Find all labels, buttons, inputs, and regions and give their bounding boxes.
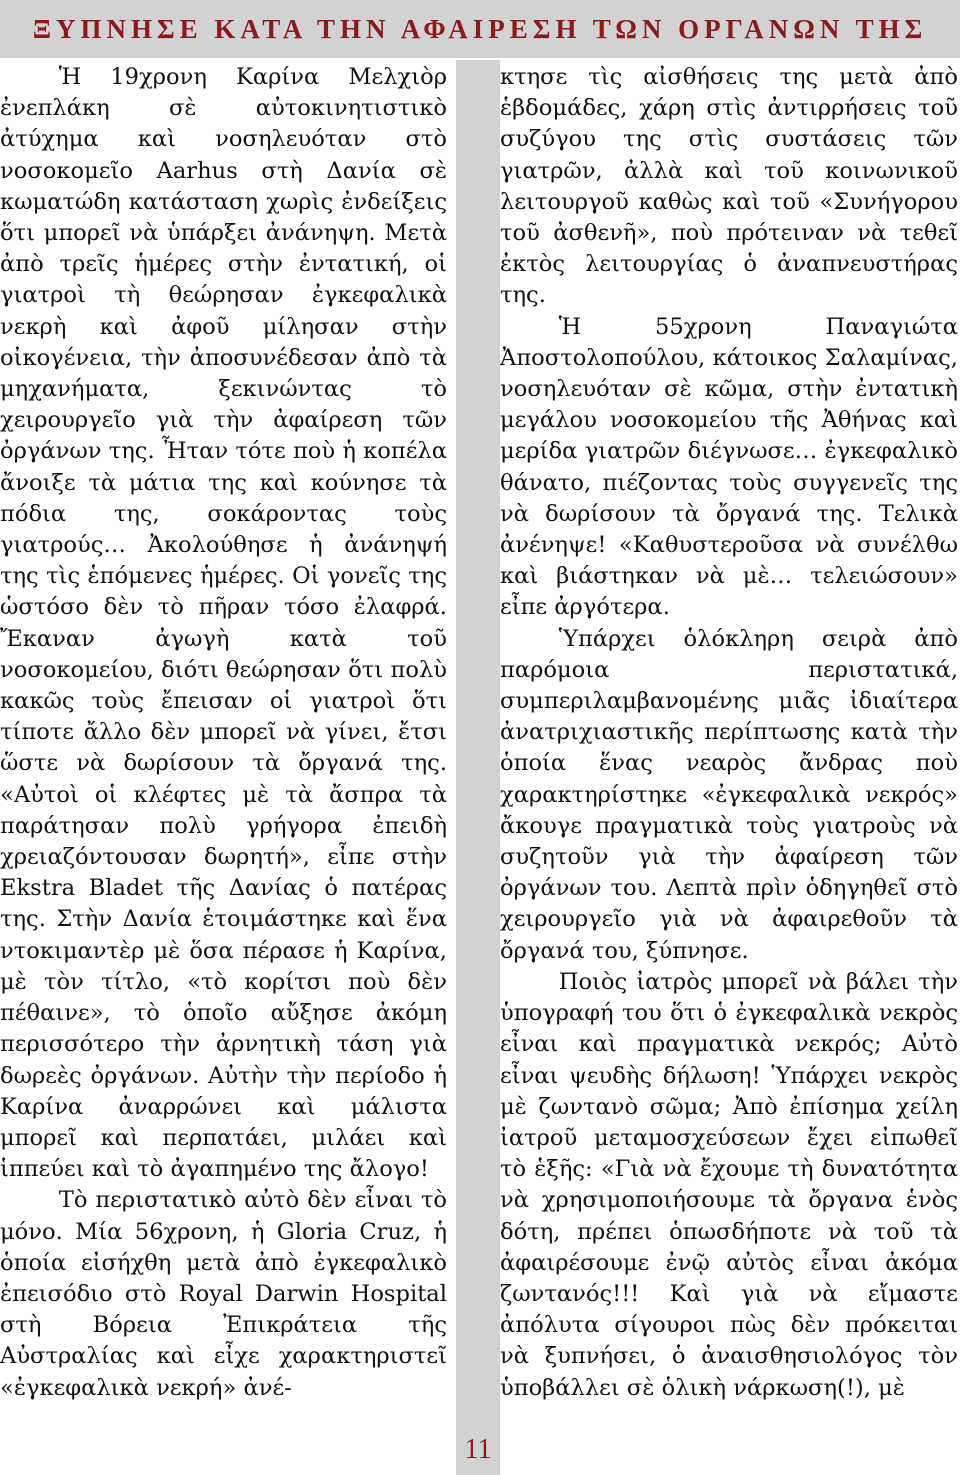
right-column: [500, 62, 960, 1437]
right-paragraph-1: κτησε τὶς αἰσθήσεις της μετὰ ἀπὸ ἑβδομάδες, χάρη στὶς ἀντιρρήσεις τοῦ συζύγου της στὶς συστάσεις τῶν γιατρῶν, ἀλλὰ καὶ τοῦ κοινωνικοῦ λειτουργοῦ καθὼς καὶ τοῦ «Συνήγορου τοῦ ἀσθενῆ», ποὺ πρότειναν νὰ τεθεῖ ἐκτὸς λειτουργίας ὁ ἀναπνευστήρας της.: [500, 64, 958, 309]
page-header: [0, 0, 960, 58]
right-paragraph-3: Ὑπάρχει ὁλόκληρη σειρὰ ἀπὸ παρόμοια περιστατικά, συμπεριλαμβανομένης μιᾶς ἰδιαίτερα ἀνατριχιαστικῆς περίπτωσης κατὰ τὴν ὁποία ἕνας νεαρὸς ἄνδρας ποὺ χαρακτηρίστηκε «ἐγκεφαλικὰ νεκρός» ἄκουγε πραγματικὰ τοὺς γιατροὺς νὰ συζητοῦν γιὰ τὴν ἀφαίρεση τῶν ὀργάνων του. Λεπτὰ πρὶν ὁδηγηθεῖ στὸ χειρουργεῖο γιὰ νὰ ἀφαιρεθοῦν τὰ ὄργανά του, ξύπνησε.: [500, 625, 958, 964]
left-column: [0, 62, 455, 1467]
center-gutter: [456, 60, 500, 1475]
right-paragraph-2: Ἡ 55χρονη Παναγιώτα Ἀποστολοπούλου, κάτοικος Σαλαμίνας, νοσηλευόταν σὲ κῶμα, στὴν ἐντατικὴ μεγάλου νοσοκομείου τῆς Ἀθήνας καὶ μερίδα γιατρῶν διέγνωσε… ἐγκεφαλικὸ θάνατο, πιέζοντας τοὺς συγγενεῖς της νὰ δωρίσουν τὰ ὄργανά της. Τελικὰ ἀνένηψε! «Καθυστεροῦσα νὰ συνέλθω καὶ βιάστηκαν νὰ μὲ… τελειώσουν» εἶπε ἀργότερα.: [500, 313, 958, 621]
right-paragraph-4: Ποιὸς ἰατρὸς μπορεῖ νὰ βάλει τὴν ὑπογραφή του ὅτι ὁ ἐγκεφαλικὰ νεκρὸς εἶναι καὶ πραγματικὰ νεκρός; Αὐτὸ εἶναι ψευδὴς δήλωση! Ὑπάρχει νεκρὸς μὲ ζωντανὸ σῶμα; Ἀπὸ ἐπίσημα χείλη ἰατροῦ μεταμοσχεύσεων ἔχει εἰπωθεῖ τὸ ἑξῆς: «Γιὰ νὰ ἔχουμε τὴ δυνατότητα νὰ χρησιμοποιήσουμε τὰ ὄργανα ἑνὸς δότη, πρέπει ὁπωσδήποτε νὰ τοῦ τὰ ἀφαιρέσουμε ἐνῷ αὐτὸς εἶναι ἀκόμα ζωντανός!!! Καὶ γιὰ νὰ εἴμαστε ἀπόλυτα σίγουροι πὼς δὲν πρόκειται νὰ ξυπνήσει, ὁ ἀναισθησιολόγος τὸν ὑποβάλλει σὲ ὁλικὴ νάρκωση(!), μὲ: [500, 968, 958, 1401]
left-paragraph-2: Τὸ περιστατικὸ αὐτὸ δὲν εἶναι τὸ μόνο. Μία 56χρονη, ἡ Gloria Cruz, ἡ ὁποία εἰσήχθη μετὰ ἀπὸ ἐγκεφαλικὸ ἐπεισόδιο στὸ Royal Darwin Hospital στὴ Βόρεια Ἐπικράτεια τῆς Αὐστραλίας καὶ εἶχε χαρακτηριστεῖ «ἐγκεφαλικὰ νεκρή» ἀνέ-: [0, 1187, 447, 1401]
article-title: ΞΥΠΝΗΣΕ ΚΑΤΑ ΤΗΝ ΑΦΑΙΡΕΣΗ ΤΩΝ ΟΡΓΑΝΩΝ ΤΗΣ: [32, 13, 928, 44]
left-paragraph-1: Ἡ 19χρονη Καρίνα Μελχιὸρ ἐνεπλάκη σὲ αὐτοκινητιστικὸ ἀτύχημα καὶ νοσηλευόταν στὸ νοσοκομεῖο Aarhus στὴ Δανία σὲ κωματώδη κατάσταση χωρὶς ἐνδείξεις ὅτι μπορεῖ νὰ ὑπάρξει ἀνάνηψη. Μετὰ ἀπὸ τρεῖς ἡμέρες στὴν ἐντατική, οἱ γιατροὶ τὴ θεώρησαν ἐγκεφαλικὰ νεκρὴ καὶ ἀφοῦ μίλησαν στὴν οἰκογένεια, τὴν ἀποσυνέδεσαν ἀπὸ τὰ μηχανήματα, ξεκινώντας τὸ χειρουργεῖο γιὰ τὴν ἀφαίρεση τῶν ὀργάνων της. Ἦταν τότε ποὺ ἡ κοπέλα ἄνοιξε τὰ μάτια της καὶ κούνησε τὰ πόδια της, σοκάροντας τοὺς γιατρούς… Ἀκολούθησε ἡ ἀνάνηψή της τὶς ἑπόμενες ἡμέρες. Οἱ γονεῖς της ὡστόσο δὲν τὸ πῆραν τόσο ἐλαφρά. Ἔκαναν ἀγωγὴ κατὰ τοῦ νοσοκομείου, διότι θεώρησαν ὅτι πολὺ κακῶς τοὺς ἔπεισαν οἱ γιατροὶ ὅτι τίποτε ἄλλο δὲν μπορεῖ νὰ γίνει, ἔτσι ὥστε νὰ δωρίσουν τὰ ὄργανά της. «Αὐτοὶ οἱ κλέφτες μὲ τὰ ἄσπρα τὰ παράτησαν πολὺ γρήγορα ἐπειδὴ χρειαζόντουσαν δωρητή», εἶπε στὴν Ekstra Bladet τῆς Δανίας ὁ πατέρας της. Στὴν Δανία ἑτοιμάστηκε καὶ ἕνα ντοκιμαντὲρ μὲ ὅσα πέρασε ἡ Καρίνα, μὲ τὸν τίτλο, «τὸ κορίτσι ποὺ δὲν πέθαινε», τὸ ὁποῖο αὔξησε ἀκόμη περισσότερο τὴν ἀρνητικὴ τάση γιὰ δωρεὲς ὀργάνων. Αὐτὴν τὴν περίοδο ἡ Καρίνα ἀναρρώνει καὶ μάλιστα μπορεῖ καὶ περπατάει, μιλάει καὶ ἱππεύει καὶ τὸ ἀγαπημένο της ἄλογο!: [0, 64, 447, 1183]
page-number: 11: [464, 1434, 492, 1465]
